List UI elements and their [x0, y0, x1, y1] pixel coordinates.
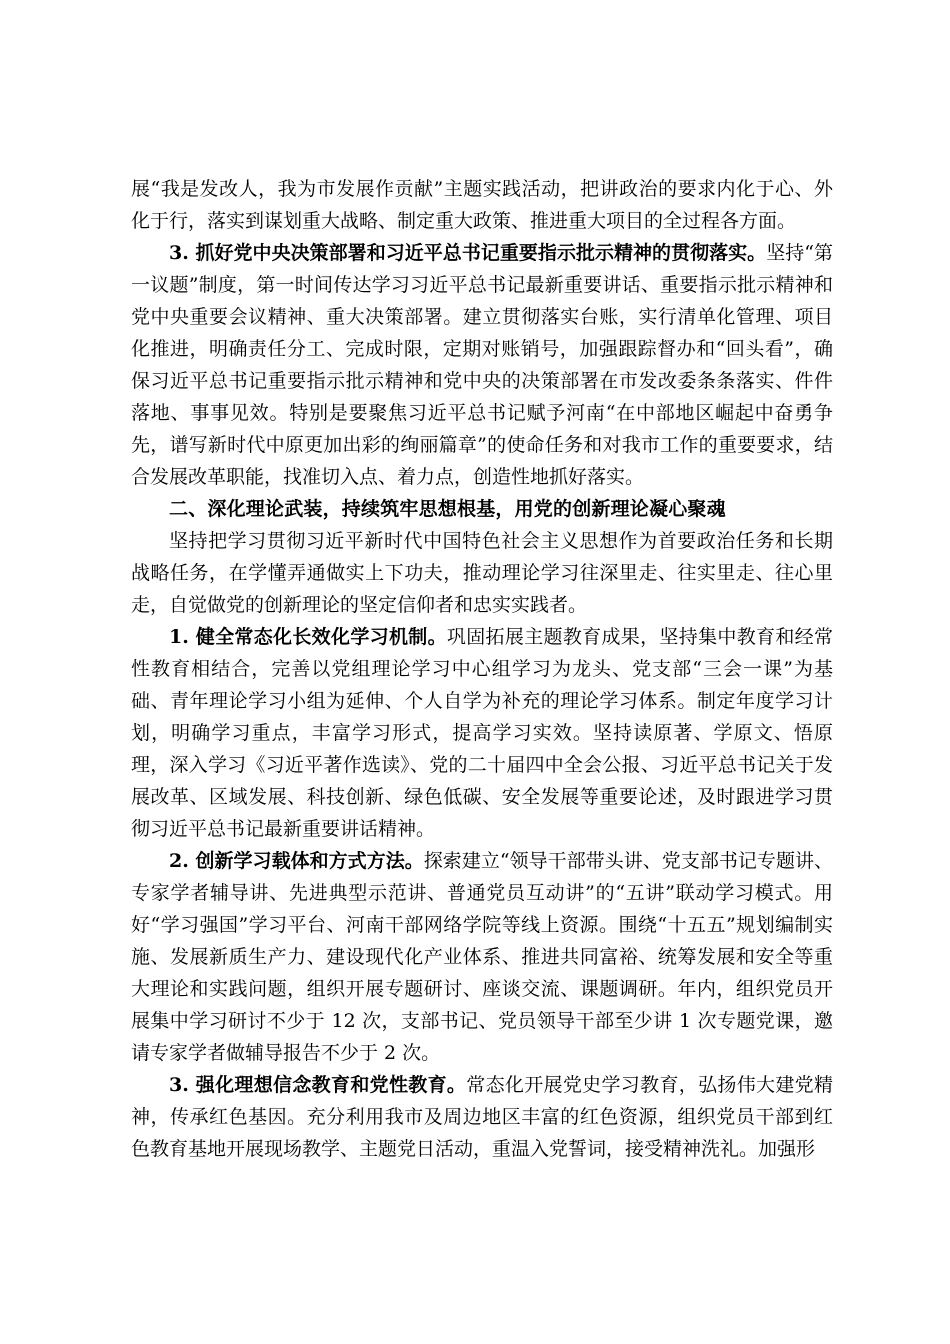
item-lead: 3. 抓好党中央决策部署和习近平总书记重要指示批示精神的贯彻落实。 [169, 242, 767, 264]
item-body: 坚持“第一议题”制度，第一时间传达学习习近平总书记最新重要讲话、重要指示批示精神和党中央重要会议精神、重大决策部署。建立贯彻落实台账，实行清单化管理、项目化推进，明确责任分工、完成时限，定期对账销号，加强跟踪督办和“回头看”，确保习近平总书记重要指示批示精神和党中央的决策部署在市发改委条条落实、件件落地、事事见效。特别是要聚焦习近平总书记赋予河南“在中部地区崛起中奋勇争先，谱写新时代中原更加出彩的绚丽篇章”的使命任务和对我市工作的重要要求，结合发展改革职能，找准切入点、着力点，创造性地抓好落实。 [131, 242, 834, 488]
document-body [131, 173, 833, 1165]
item-body: 探索建立“领导干部带头讲、党支部书记专题讲、专家学者辅导讲、先进典型示范讲、普通党员互动讲”的“五讲”联动学习模式。用好“学习强国”学习平台、河南干部网络学院等线上资源。围绕“十五五”规划编制实施、发展新质生产力、建设现代化产业体系、推进共同富裕、统筹发展和安全等重大理论和实践问题，组织开展专题研讨、座谈交流、课题调研。年内，组织党员开展集中学习研讨不少于 12 次，支部书记、党员领导干部至少讲 1 次专题党课，邀请专家学者做辅导报告不少于 2 次。 [131, 850, 834, 1064]
item-body: 常态化开展党史学习教育，弘扬伟大建党精神，传承红色基因。充分利用我市及周边地区丰富的红色资源，组织党员干部到红色教育基地开展现场教学、主题党日活动，重温入党誓词，接受精神洗礼。加强形 [131, 1074, 833, 1160]
item-paragraph-1-mechanism [131, 621, 833, 845]
section-heading-2: 二、深化理论武装，持续筑牢思想根基，用党的创新理论凝心聚魂 [169, 498, 726, 520]
continuation-paragraph: 展“我是发改人，我为市发展作贡献”主题实践活动，把讲政治的要求内化于心、外化于行，落实到谋划重大战略、制定重大政策、推进重大项目的全过程各方面。 [131, 178, 833, 232]
item-paragraph-3-implementation [131, 237, 833, 493]
section-intro-paragraph: 坚持把学习贯彻习近平新时代中国特色社会主义思想作为首要政治任务和长期战略任务，在学懂弄通做实上下功夫，推动理论学习往深里走、往实里走、往心里走，自觉做党的创新理论的坚定信仰者和忠实实践者。 [131, 530, 833, 616]
item-lead: 2. 创新学习载体和方式方法。 [169, 850, 424, 872]
item-paragraph-3-education [131, 1069, 833, 1165]
item-body: 巩固拓展主题教育成果，坚持集中教育和经常性教育相结合，完善以党组理论学习中心组学习为龙头、党支部“三会一课”为基础、青年理论学习小组为延伸、个人自学为补充的理论学习体系。制定年度学习计划，明确学习重点，丰富学习形式，提高学习实效。坚持读原著、学原文、悟原理，深入学习《习近平著作选读》、党的二十届四中全会公报、习近平总书记关于发展改革、区域发展、科技创新、绿色低碳、安全发展等重要论述，及时跟进学习贯彻习近平总书记最新重要讲话精神。 [131, 626, 833, 840]
item-paragraph-2-methods [131, 845, 833, 1069]
item-lead: 1. 健全常态化长效化学习机制。 [169, 626, 447, 648]
item-lead: 3. 强化理想信念教育和党性教育。 [169, 1074, 467, 1096]
